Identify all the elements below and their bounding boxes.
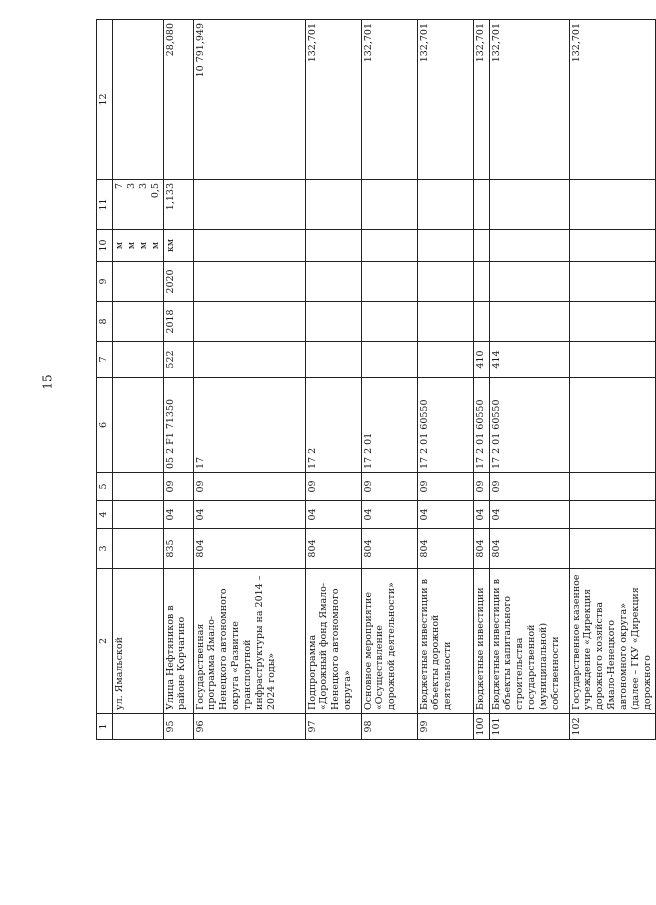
table-cell-col-12: 132,701 bbox=[361, 20, 417, 180]
table-cell-col-5: 09 bbox=[473, 473, 489, 501]
table-cell-col-5: 09 bbox=[305, 473, 361, 501]
table-cell-col-1: 96 bbox=[193, 714, 305, 740]
table-cell-col-7 bbox=[305, 342, 361, 378]
table-cell-col-7 bbox=[417, 342, 473, 378]
table-cell-col-9 bbox=[417, 262, 473, 302]
table-cell-col-10 bbox=[305, 230, 361, 262]
table-cell-col-7 bbox=[361, 342, 417, 378]
table-cell-col-4: 04 bbox=[417, 501, 473, 529]
table-cell-col-4: 04 bbox=[489, 501, 569, 529]
table-cell-col-8: 2018 bbox=[163, 302, 193, 342]
table-cell-col-5: 09 bbox=[193, 473, 305, 501]
table-cell-col-4: 04 bbox=[473, 501, 489, 529]
table-cell-col-10 bbox=[417, 230, 473, 262]
column-header: 8 bbox=[97, 302, 113, 342]
column-header: 6 bbox=[97, 378, 113, 473]
table-row bbox=[163, 20, 193, 740]
table-cell-col-3: 804 bbox=[473, 529, 489, 569]
table-cell-col-3: 804 bbox=[193, 529, 305, 569]
table-cell-col-12: 28,080 bbox=[163, 20, 193, 180]
table-cell-col-5: 09 bbox=[417, 473, 473, 501]
column-header: 7 bbox=[97, 342, 113, 378]
column-header: 11 bbox=[97, 180, 113, 230]
budget-table bbox=[96, 19, 656, 740]
table-cell-col-2: Подпрограмма «Дорожный фонд Ямало-Ненецкого автономного округа» bbox=[305, 569, 361, 714]
table-cell-col-2: Бюджетные инвестиции в объекты дорожной деятельности bbox=[417, 569, 473, 714]
table-cell-col-2: Бюджетные инвестиции в объекты капитального строительства государственной (муниципальной) собственности bbox=[489, 569, 569, 714]
table-row bbox=[569, 20, 655, 740]
table-cell-col-3: 804 bbox=[489, 529, 569, 569]
table-cell-col-11 bbox=[489, 180, 569, 230]
table-cell-col-8 bbox=[361, 302, 417, 342]
table-cell-col-2: Бюджетные инвестиции bbox=[473, 569, 489, 714]
table-cell-col-8 bbox=[305, 302, 361, 342]
table-cell-col-6: 17 2 01 60550 bbox=[417, 378, 473, 473]
table-cell-col-9 bbox=[489, 262, 569, 302]
table-cell-col-10 bbox=[473, 230, 489, 262]
table-row bbox=[193, 20, 305, 740]
table-cell-col-7 bbox=[569, 342, 655, 378]
table-cell-col-1: 100 bbox=[473, 714, 489, 740]
table-cell-col-2: Улица Нефтяников в районе Корчагино bbox=[163, 569, 193, 714]
column-header: 2 bbox=[97, 569, 113, 714]
budget-table-sheet bbox=[96, 20, 653, 740]
table-cell-col-7: 522 bbox=[163, 342, 193, 378]
header-row bbox=[97, 20, 113, 740]
column-header: 12 bbox=[97, 20, 113, 180]
table-cell-col-9 bbox=[193, 262, 305, 302]
table-row bbox=[417, 20, 473, 740]
table-row bbox=[489, 20, 569, 740]
table-cell-col-12: 132,701 bbox=[569, 20, 655, 180]
table-cell-col-3: 804 bbox=[305, 529, 361, 569]
table-cell-col-12: 132,701 bbox=[489, 20, 569, 180]
table-cell-col-6 bbox=[113, 378, 164, 473]
table-cell-col-11 bbox=[305, 180, 361, 230]
table-cell-col-3: 804 bbox=[417, 529, 473, 569]
column-header: 4 bbox=[97, 501, 113, 529]
table-cell-col-6: 17 2 01 60550 bbox=[473, 378, 489, 473]
column-header: 3 bbox=[97, 529, 113, 569]
table-cell-col-6: 17 2 01 bbox=[361, 378, 417, 473]
table-cell-col-11 bbox=[417, 180, 473, 230]
table-cell-col-9 bbox=[113, 262, 164, 302]
table-cell-col-11 bbox=[473, 180, 489, 230]
table-cell-col-9: 2020 bbox=[163, 262, 193, 302]
table-cell-col-10 bbox=[193, 230, 305, 262]
table-row bbox=[305, 20, 361, 740]
table-row bbox=[473, 20, 489, 740]
table-cell-col-1: 102 bbox=[569, 714, 655, 740]
table-cell-col-3 bbox=[113, 529, 164, 569]
table-cell-col-3: 835 bbox=[163, 529, 193, 569]
table-cell-col-5: 09 bbox=[489, 473, 569, 501]
table-cell-col-12 bbox=[113, 20, 164, 180]
table-row bbox=[361, 20, 417, 740]
table-cell-col-3: 804 bbox=[361, 529, 417, 569]
table-cell-col-8 bbox=[417, 302, 473, 342]
table-cell-col-8 bbox=[489, 302, 569, 342]
table-cell-col-4: 04 bbox=[361, 501, 417, 529]
table-cell-col-1: 97 bbox=[305, 714, 361, 740]
column-header: 10 bbox=[97, 230, 113, 262]
table-cell-col-12: 132,701 bbox=[305, 20, 361, 180]
table-cell-col-10 bbox=[489, 230, 569, 262]
table-cell-col-8 bbox=[113, 302, 164, 342]
table-cell-col-12: 132,701 bbox=[473, 20, 489, 180]
table-cell-col-6: 17 2 01 60550 bbox=[489, 378, 569, 473]
table-cell-col-4: 04 bbox=[193, 501, 305, 529]
table-cell-col-11 bbox=[361, 180, 417, 230]
table-cell-col-9 bbox=[361, 262, 417, 302]
table-cell-col-2: Государственное казенное учреждение «Дирекция дорожного хозяйства Ямало-Ненецкого автономного округа» (далее – ГКУ «Дирекция дорожного bbox=[569, 569, 655, 714]
column-header: 9 bbox=[97, 262, 113, 302]
table-cell-col-8 bbox=[193, 302, 305, 342]
table-cell-col-4: 04 bbox=[163, 501, 193, 529]
table-cell-col-5: 09 bbox=[163, 473, 193, 501]
table-cell-col-7 bbox=[113, 342, 164, 378]
table-cell-col-7 bbox=[193, 342, 305, 378]
table-cell-col-1: 95 bbox=[163, 714, 193, 740]
table-row bbox=[113, 20, 164, 740]
table-cell-col-9 bbox=[473, 262, 489, 302]
table-cell-col-1 bbox=[113, 714, 164, 740]
table-cell-col-7: 410 bbox=[473, 342, 489, 378]
table-cell-col-4 bbox=[569, 501, 655, 529]
table-cell-col-11 bbox=[569, 180, 655, 230]
table-cell-col-2: Основное мероприятие «Осуществление дорожной деятельности» bbox=[361, 569, 417, 714]
table-cell-col-1: 101 bbox=[489, 714, 569, 740]
table-cell-col-2: ул. Ямальской bbox=[113, 569, 164, 714]
table-cell-col-5 bbox=[569, 473, 655, 501]
table-cell-col-6 bbox=[569, 378, 655, 473]
table-cell-col-1: 98 bbox=[361, 714, 417, 740]
table-cell-col-9 bbox=[305, 262, 361, 302]
table-cell-col-10 bbox=[569, 230, 655, 262]
table-cell-col-6: 05 2 F1 71350 bbox=[163, 378, 193, 473]
table-cell-col-1: 99 bbox=[417, 714, 473, 740]
table-cell-col-4 bbox=[113, 501, 164, 529]
table-cell-col-11: 7 3 3 0,5 bbox=[113, 180, 164, 230]
page-number: 15 bbox=[40, 374, 55, 390]
table-cell-col-12: 10 791,949 bbox=[193, 20, 305, 180]
table-cell-col-3 bbox=[569, 529, 655, 569]
table-cell-col-10 bbox=[361, 230, 417, 262]
table-cell-col-5 bbox=[113, 473, 164, 501]
table-cell-col-4: 04 bbox=[305, 501, 361, 529]
table-cell-col-5: 09 bbox=[361, 473, 417, 501]
table-cell-col-11: 1,133 bbox=[163, 180, 193, 230]
table-cell-col-10: км bbox=[163, 230, 193, 262]
table-cell-col-6: 17 2 bbox=[305, 378, 361, 473]
table-cell-col-8 bbox=[569, 302, 655, 342]
table-cell-col-7: 414 bbox=[489, 342, 569, 378]
table-cell-col-10: м м м м bbox=[113, 230, 164, 262]
table-cell-col-9 bbox=[569, 262, 655, 302]
column-header: 5 bbox=[97, 473, 113, 501]
table-cell-col-12: 132,701 bbox=[417, 20, 473, 180]
table-cell-col-6: 17 bbox=[193, 378, 305, 473]
table-cell-col-2: Государственная программа Ямало-Ненецкого автономного округа «Развитие транспортной инфраструктуры на 2014 – 2024 годы» bbox=[193, 569, 305, 714]
table-cell-col-8 bbox=[473, 302, 489, 342]
table-cell-col-11 bbox=[193, 180, 305, 230]
column-header: 1 bbox=[97, 714, 113, 740]
